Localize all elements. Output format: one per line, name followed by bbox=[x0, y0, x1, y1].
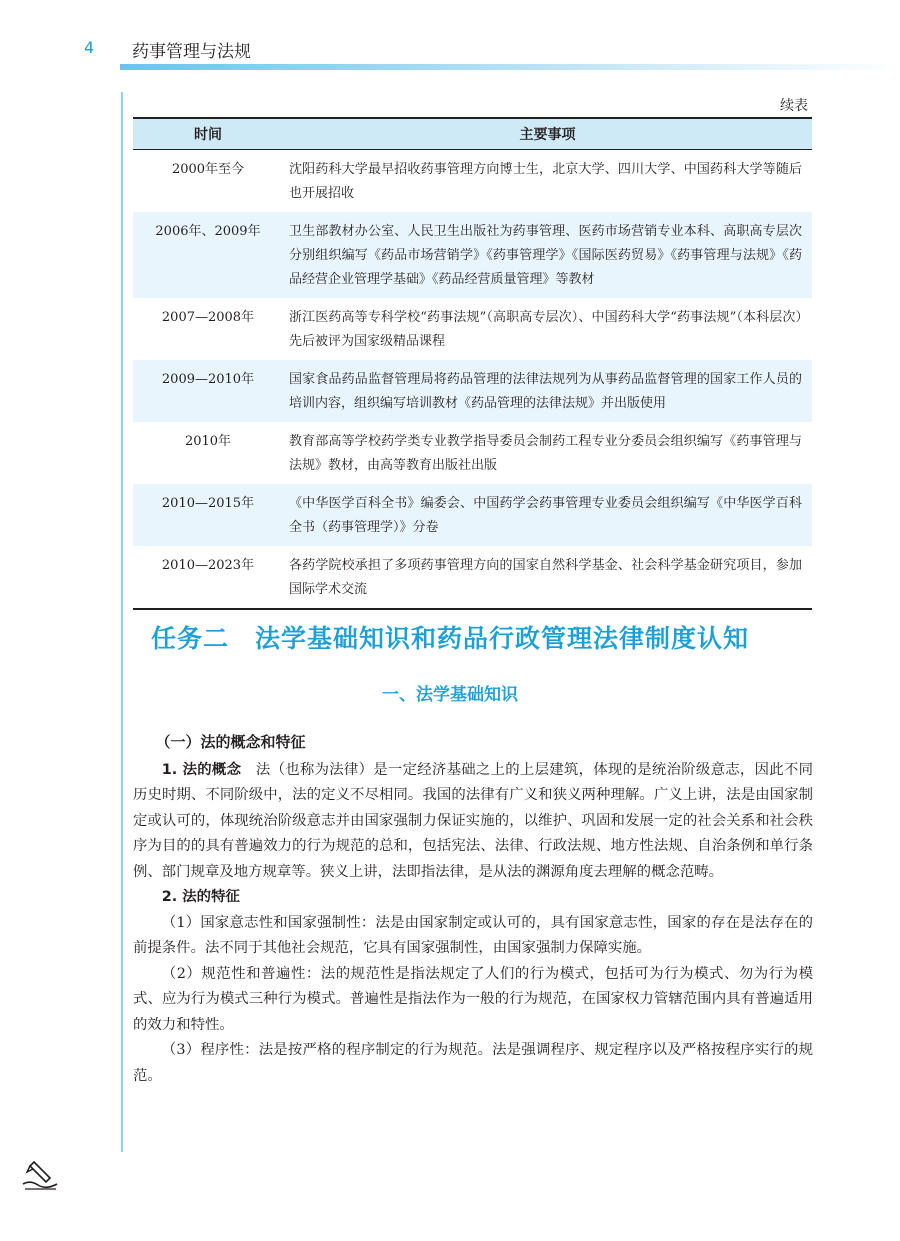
paragraph-heading: 1. 法的概念 bbox=[161, 761, 242, 778]
table-row bbox=[133, 298, 812, 360]
table-row bbox=[133, 484, 812, 546]
row-item: 浙江医药高等专科学校“药事法规”（高职高专层次）、中国药科大学“药事法规”（本科层次）先后被评为国家级精品课程 bbox=[289, 310, 802, 349]
row-item: 卫生部教材办公室、人民卫生出版社为药事管理、医药市场营销专业本科、高职高专层次分别组织编写《药品市场营销学》《药事管理学》《国际医药贸易》《药事管理与法规》《药品经营企业管理学基础》《药品经营质量管理》等教材 bbox=[283, 212, 812, 298]
body-text bbox=[133, 730, 813, 1089]
pencil-notes-icon bbox=[20, 1158, 60, 1194]
row-time: 2010—2023年 bbox=[133, 546, 283, 609]
row-time: 2009—2010年 bbox=[133, 360, 283, 422]
column-header-item: 主要事项 bbox=[283, 118, 812, 150]
table-continued-label: 续表 bbox=[780, 98, 808, 114]
row-item: 各药学院校承担了多项药事管理方向的国家自然科学基金、社会科学基金研究项目，参加国际学术交流 bbox=[283, 546, 812, 609]
row-time: 2000年至今 bbox=[171, 162, 245, 177]
page-number: 4 bbox=[84, 38, 95, 57]
row-time: 2010年 bbox=[184, 434, 232, 449]
row-item: 沈阳药科大学最早招收药事管理方向博士生，北京大学、四川大学、中国药科大学等随后也开展招收 bbox=[289, 162, 802, 201]
running-title: 药事管理与法规 bbox=[132, 42, 251, 62]
feature-paragraph: （1）国家意志性和国家强制性：法是由国家制定或认可的，具有国家意志性，国家的存在是法存在的前提条件。法不同于其他社会规范，它具有国家强制性，由国家强制力保障实施。 bbox=[133, 914, 813, 956]
table-row bbox=[133, 150, 812, 213]
task-title: 任务二 法学基础知识和药品行政管理法律制度认知 bbox=[150, 624, 749, 653]
feature-paragraph: （3）程序性：法是按严格的程序制定的行为规范。法是强调程序、规定程序以及严格按程序实行的规范。 bbox=[133, 1042, 813, 1084]
table-row bbox=[133, 360, 812, 422]
row-item: 教育部高等学校药学类专业教学指导委员会制药工程专业分委员会组织编写《药事管理与法规》教材，由高等教育出版社出版 bbox=[289, 434, 802, 473]
header-gradient-bar bbox=[120, 64, 900, 70]
paragraph-law-features-heading bbox=[133, 885, 813, 911]
table-row bbox=[133, 422, 812, 484]
paragraph-text: 法（也称为法律）是一定经济基础之上的上层建筑，体现的是统治阶级意志，因此不同历史时期、不同阶级中，法的定义不尽相同。我国的法律有广义和狭义两种理解。广义上讲，法是由国家制定或认可的，体现统治阶级意志并由国家强制力保证实施的，以维护、巩固和发展一定的社会关系和社会秩序为目的的具有普遍效力的行为规范的总和，包括宪法、法律、行政法规、地方性法规、自治条例和单行条例、部门规章及地方规章等。狭义上讲，法即指法律，是从法的渊源角度去理解的概念范畴。 bbox=[133, 761, 813, 880]
table-header-row bbox=[133, 118, 812, 150]
row-time: 2010—2015年 bbox=[133, 484, 283, 546]
row-item: 国家食品药品监督管理局将药品管理的法律法规列为从事药品监督管理的国家工作人员的培训内容，组织编写培训教材《药品管理的法律法规》并出版使用 bbox=[283, 360, 812, 422]
column-header-time: 时间 bbox=[133, 118, 283, 150]
subsection-title: （一）法的概念和特征 bbox=[155, 733, 306, 751]
table-row bbox=[133, 546, 812, 609]
page-header bbox=[0, 0, 900, 80]
paragraph-heading: 2. 法的特征 bbox=[161, 889, 240, 905]
section-title: 一、法学基础知识 bbox=[382, 685, 518, 705]
row-item: 《中华医学百科全书》编委会、中国药学会药事管理专业委员会组织编写《中华医学百科全书（药事管理学）》分卷 bbox=[283, 484, 812, 546]
row-time: 2007—2008年 bbox=[161, 310, 255, 325]
row-time: 2006年、2009年 bbox=[133, 212, 283, 298]
table-row bbox=[133, 212, 812, 298]
history-table bbox=[133, 117, 812, 610]
paragraph-law-concept bbox=[133, 758, 813, 886]
feature-paragraph: （2）规范性和普遍性：法的规范性是指法规定了人们的行为模式，包括可为行为模式、勿为行为模式、应为行为模式三种行为模式。普遍性是指法作为一般的行为规范，在国家权力管辖范围内具有普遍适用的效力和特性。 bbox=[133, 965, 813, 1033]
